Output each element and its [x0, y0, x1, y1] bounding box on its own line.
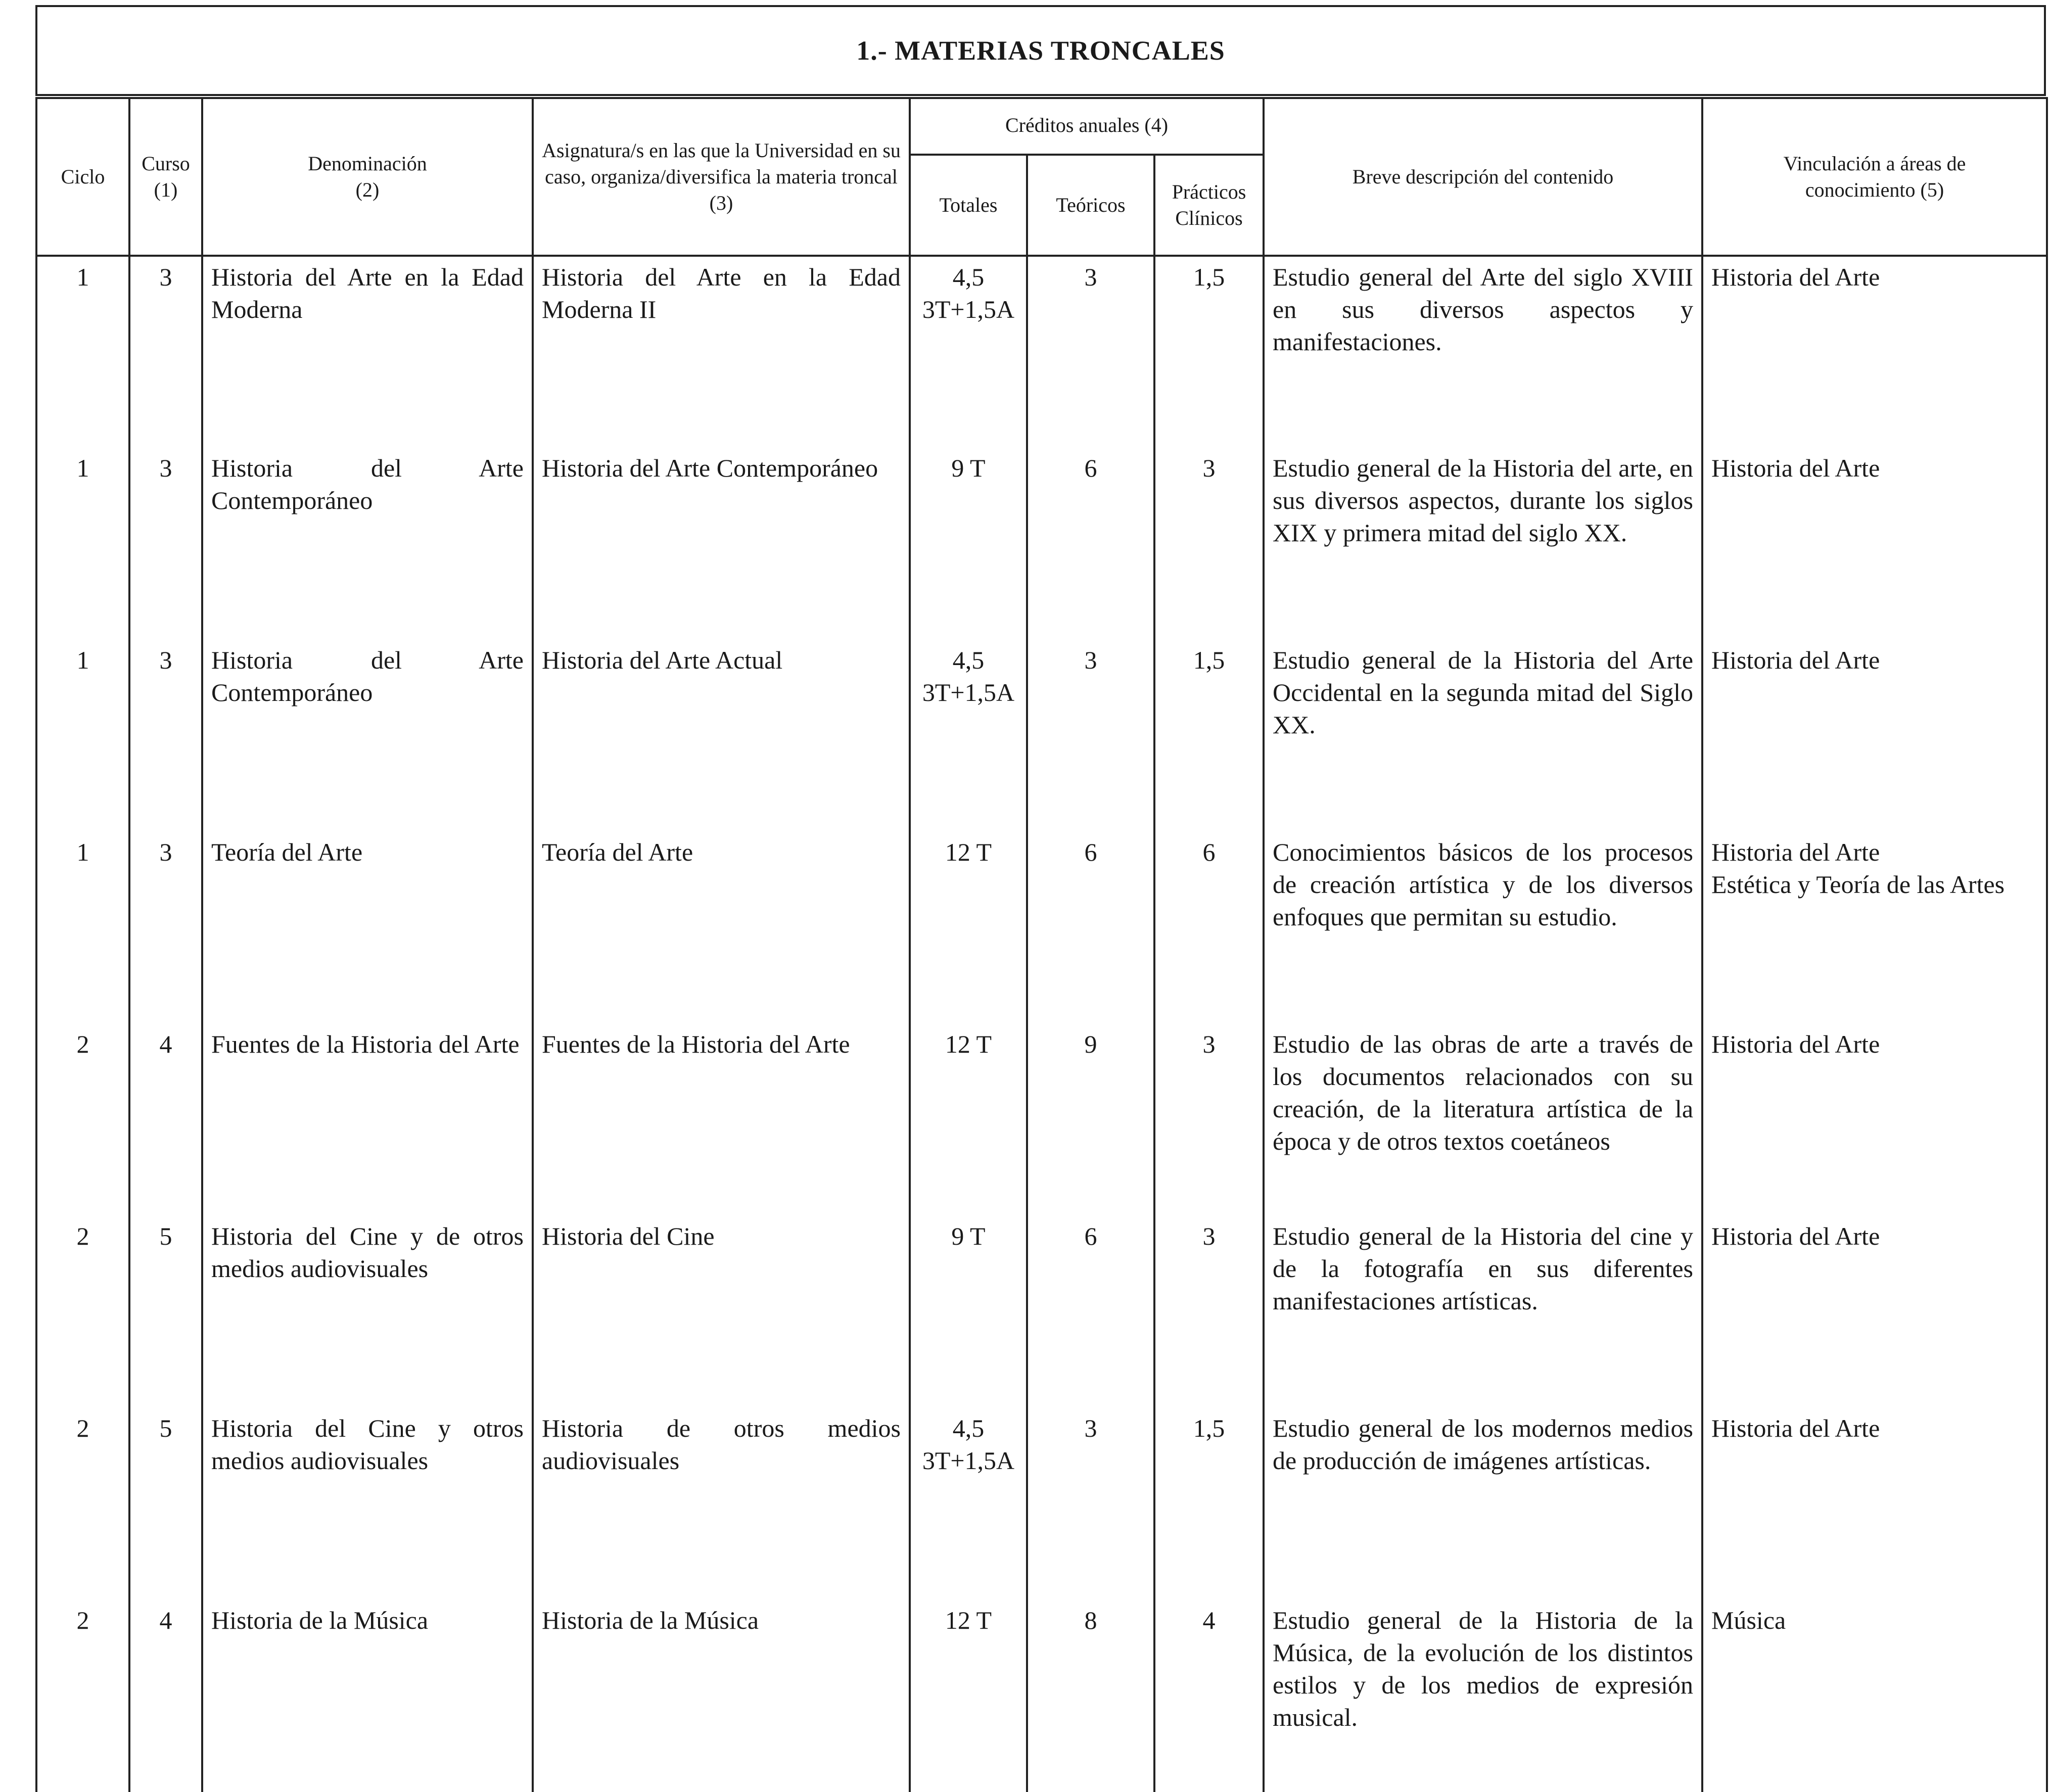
- cell-denominacion: Historia del Arte en la Edad Moderna: [202, 256, 533, 448]
- cell-descripcion: Estudio general de la Historia del Arte Occidental en la segunda mitad del Siglo XX.: [1264, 640, 1702, 832]
- cell-totales: [910, 256, 1027, 448]
- cell-area-primary: Historia del Arte: [1711, 1414, 1880, 1442]
- table-row: [36, 1024, 2047, 1216]
- cell-totales: [910, 832, 1027, 1024]
- header-practicos: [1154, 155, 1264, 256]
- header-curso: [129, 98, 202, 256]
- cell-totales-value: 4,5: [952, 263, 985, 291]
- cell-totales-value: 4,5: [952, 1414, 985, 1442]
- cell-totales-value: 12 T: [945, 1030, 992, 1058]
- cell-curso: 3: [129, 640, 202, 832]
- cell-practicos: 3: [1154, 1216, 1264, 1408]
- header-practicos-label: Prácticos: [1172, 180, 1246, 203]
- cell-area: [1702, 1408, 2047, 1600]
- cell-totales-value: 9 T: [951, 454, 986, 482]
- cell-totales-value: 4,5: [952, 646, 985, 674]
- cell-totales: [910, 448, 1027, 640]
- section-title: 1.- MATERIAS TRONCALES: [35, 5, 2046, 96]
- cell-teoricos: 8: [1027, 1600, 1154, 1792]
- cell-curso: 5: [129, 1216, 202, 1408]
- table-row: [36, 448, 2047, 640]
- cell-totales-breakdown: 3T+1,5A: [922, 678, 1015, 706]
- cell-totales: [910, 1408, 1027, 1600]
- header-vinculacion-label-2: conocimiento (5): [1805, 178, 1944, 201]
- header-curso-label: Curso: [142, 152, 190, 175]
- cell-descripcion: Estudio general del Arte del siglo XVIII en sus diversos aspectos y manifestaciones.: [1264, 256, 1702, 448]
- cell-area: [1702, 256, 2047, 448]
- header-vinculacion: [1702, 98, 2047, 256]
- cell-ciclo: 1: [36, 256, 129, 448]
- cell-totales: [910, 1600, 1027, 1792]
- cell-curso: 3: [129, 256, 202, 448]
- cell-asignatura: Historia del Arte Actual: [533, 640, 910, 832]
- cell-descripcion: Conocimientos básicos de los procesos de creación artística y de los diversos enfoques que permitan su estudio.: [1264, 832, 1702, 1024]
- cell-asignatura: Historia del Cine: [533, 1216, 910, 1408]
- cell-area-primary: Historia del Arte: [1711, 263, 1880, 291]
- cell-asignatura: Historia de otros medios audiovisuales: [533, 1408, 910, 1600]
- cell-teoricos: 3: [1027, 640, 1154, 832]
- cell-ciclo: 2: [36, 1600, 129, 1792]
- cell-totales: [910, 1216, 1027, 1408]
- cell-totales: [910, 1024, 1027, 1216]
- header-asignatura: Asignatura/s en las que la Universidad en su caso, organiza/diversifica la materia troncal (3): [533, 98, 910, 256]
- cell-area-primary: Historia del Arte: [1711, 454, 1880, 482]
- cell-teoricos: 3: [1027, 1408, 1154, 1600]
- cell-ciclo: 1: [36, 832, 129, 1024]
- cell-practicos: 4: [1154, 1600, 1264, 1792]
- header-ciclo: Ciclo: [36, 98, 129, 256]
- cell-area-primary: Historia del Arte: [1711, 1222, 1880, 1250]
- cell-asignatura: Historia del Arte Contemporáneo: [533, 448, 910, 640]
- header-teoricos: Teóricos: [1027, 155, 1154, 256]
- cell-teoricos: 6: [1027, 448, 1154, 640]
- cell-ciclo: 2: [36, 1216, 129, 1408]
- cell-totales-value: 9 T: [951, 1222, 986, 1250]
- document-page: [35, 5, 2046, 1731]
- cell-ciclo: 1: [36, 448, 129, 640]
- cell-denominacion: Teoría del Arte: [202, 832, 533, 1024]
- cell-teoricos: 6: [1027, 832, 1154, 1024]
- cell-curso: 4: [129, 1600, 202, 1792]
- cell-practicos: 3: [1154, 1024, 1264, 1216]
- cell-totales: [910, 640, 1027, 832]
- cell-descripcion: Estudio general de la Historia de la Música, de la evolución de los distintos estilos y de los medios de expresión musical.: [1264, 1600, 1702, 1792]
- materias-troncales-table: [35, 97, 2048, 1792]
- cell-asignatura: Fuentes de la Historia del Arte: [533, 1024, 910, 1216]
- cell-descripcion: Estudio general de la Historia del cine y de la fotografía en sus diferentes manifestaciones artísticas.: [1264, 1216, 1702, 1408]
- cell-area: [1702, 832, 2047, 1024]
- cell-totales-value: 12 T: [945, 838, 992, 866]
- cell-asignatura: Historia de la Música: [533, 1600, 910, 1792]
- cell-asignatura: Historia del Arte en la Edad Moderna II: [533, 256, 910, 448]
- cell-descripcion: Estudio general de los modernos medios de producción de imágenes artísticas.: [1264, 1408, 1702, 1600]
- header-denominacion-label: Denominación: [308, 152, 427, 175]
- cell-denominacion: Historia del Cine y otros medios audiovisuales: [202, 1408, 533, 1600]
- cell-teoricos: 9: [1027, 1024, 1154, 1216]
- cell-ciclo: 1: [36, 640, 129, 832]
- cell-area-secondary: Estética y Teoría de las Artes: [1711, 870, 2005, 899]
- header-denominacion: [202, 98, 533, 256]
- header-vinculacion-label: Vinculación a áreas de: [1783, 152, 1966, 175]
- header-denominacion-note: (2): [355, 178, 380, 201]
- cell-practicos: 3: [1154, 448, 1264, 640]
- cell-teoricos: 3: [1027, 256, 1154, 448]
- header-totales: Totales: [910, 155, 1027, 256]
- table-row: [36, 832, 2047, 1024]
- header-creditos: Créditos anuales (4): [910, 98, 1264, 155]
- cell-descripcion: Estudio general de la Historia del arte, en sus diversos aspectos, durante los siglos XIX y primera mitad del siglo XX.: [1264, 448, 1702, 640]
- cell-ciclo: 2: [36, 1408, 129, 1600]
- header-descripcion: Breve descripción del contenido: [1264, 98, 1702, 256]
- header-clinicos-label: Clínicos: [1175, 207, 1243, 229]
- cell-asignatura: Teoría del Arte: [533, 832, 910, 1024]
- table-row: [36, 1408, 2047, 1600]
- cell-denominacion: Historia del Arte Contemporáneo: [202, 640, 533, 832]
- header-curso-note: (1): [154, 178, 178, 201]
- cell-practicos: 1,5: [1154, 256, 1264, 448]
- cell-totales-breakdown: 3T+1,5A: [922, 1446, 1015, 1475]
- cell-denominacion: Historia del Cine y de otros medios audiovisuales: [202, 1216, 533, 1408]
- cell-totales-breakdown: 3T+1,5A: [922, 295, 1015, 323]
- cell-area: [1702, 640, 2047, 832]
- cell-practicos: 1,5: [1154, 1408, 1264, 1600]
- cell-area: [1702, 1600, 2047, 1792]
- cell-area-primary: Música: [1711, 1606, 1786, 1634]
- cell-curso: 5: [129, 1408, 202, 1600]
- cell-teoricos: 6: [1027, 1216, 1154, 1408]
- cell-area-primary: Historia del Arte: [1711, 646, 1880, 674]
- cell-totales-value: 12 T: [945, 1606, 992, 1634]
- table-row: [36, 1600, 2047, 1792]
- table-row: [36, 640, 2047, 832]
- cell-practicos: 6: [1154, 832, 1264, 1024]
- cell-curso: 3: [129, 448, 202, 640]
- cell-area-primary: Historia del Arte: [1711, 1030, 1880, 1058]
- cell-practicos: 1,5: [1154, 640, 1264, 832]
- table-row: [36, 1216, 2047, 1408]
- cell-area: [1702, 1024, 2047, 1216]
- cell-area: [1702, 1216, 2047, 1408]
- table-row: [36, 256, 2047, 448]
- cell-denominacion: Historia del Arte Contemporáneo: [202, 448, 533, 640]
- cell-descripcion: Estudio de las obras de arte a través de los documentos relacionados con su creación, de la literatura artística de la época y de otros textos coetáneos: [1264, 1024, 1702, 1216]
- cell-area: [1702, 448, 2047, 640]
- cell-denominacion: Historia de la Música: [202, 1600, 533, 1792]
- cell-denominacion: Fuentes de la Historia del Arte: [202, 1024, 533, 1216]
- cell-area-primary: Historia del Arte: [1711, 838, 1880, 866]
- cell-curso: 3: [129, 832, 202, 1024]
- cell-curso: 4: [129, 1024, 202, 1216]
- cell-ciclo: 2: [36, 1024, 129, 1216]
